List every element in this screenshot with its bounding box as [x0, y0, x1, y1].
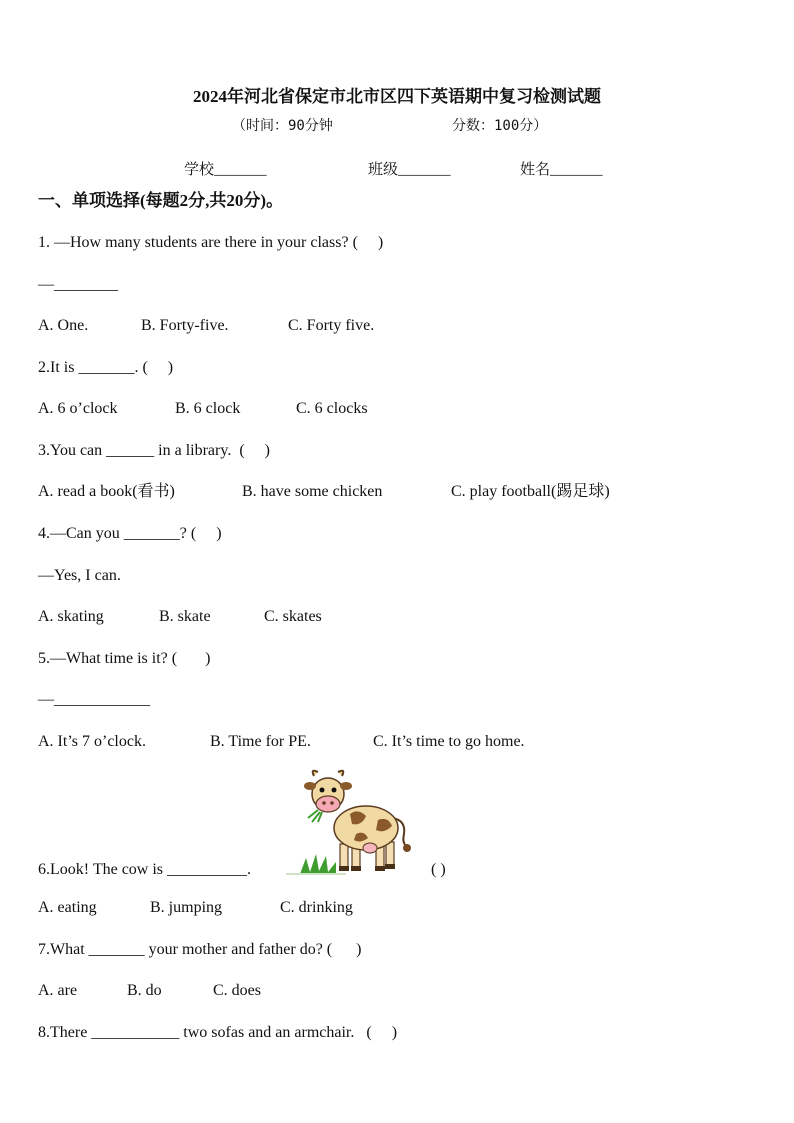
cow-image: [286, 768, 426, 880]
question-7-option-c: C. does: [213, 982, 261, 999]
exam-time: （时间：90分钟: [232, 118, 333, 134]
question-7-option-a: A. are: [38, 982, 78, 999]
question-4-option-b: B. skate: [159, 608, 211, 625]
question-2-stem: 2.It is _______. ( ): [38, 359, 174, 376]
exam-score: 分数：100分）: [452, 118, 548, 134]
question-4-answer: —Yes, I can.: [38, 567, 121, 584]
question-4-option-a: A. skating: [38, 608, 104, 625]
name-field: 姓名_______: [520, 162, 603, 178]
question-1-stem: 1. —How many students are there in your class? ( ): [38, 234, 384, 251]
question-2-option-c: C. 6 clocks: [296, 400, 368, 417]
question-6-paren: ( ): [431, 861, 446, 878]
question-3-option-c: C. play football(踢足球): [451, 483, 610, 500]
question-5-option-b: B. Time for PE.: [210, 733, 311, 750]
question-1-answer: —________: [38, 276, 118, 293]
question-7-option-b: B. do: [127, 982, 162, 999]
question-6-option-b: B. jumping: [150, 899, 223, 916]
question-6-option-a: A. eating: [38, 899, 97, 916]
question-5-option-a: A. It’s 7 o’clock.: [38, 733, 146, 750]
question-2-option-a: A. 6 o’clock: [38, 400, 118, 417]
question-8-stem: 8.There ___________ two sofas and an armchair. ( ): [38, 1024, 398, 1041]
class-field: 班级_______: [368, 162, 451, 178]
question-1-option-a: A. One.: [38, 317, 89, 334]
question-2-option-b: B. 6 clock: [175, 400, 241, 417]
section-heading: 一、单项选择(每题2分,共20分)。: [38, 191, 284, 210]
question-3-option-a: A. read a book(看书): [38, 483, 175, 500]
question-5-option-c: C. It’s time to go home.: [373, 733, 525, 750]
question-6-option-c: C. drinking: [280, 899, 353, 916]
question-5-stem: 5.—What time is it? ( ): [38, 650, 211, 667]
question-4-stem: 4.—Can you _______? ( ): [38, 525, 222, 542]
question-6-stem: 6.Look! The cow is __________.: [38, 861, 252, 878]
question-4-option-c: C. skates: [264, 608, 322, 625]
question-3-stem: 3.You can ______ in a library. ( ): [38, 442, 270, 459]
question-3-option-b: B. have some chicken: [242, 483, 383, 500]
question-1-option-b: B. Forty-five.: [141, 317, 229, 334]
school-field: 学校_______: [184, 162, 267, 178]
question-7-stem: 7.What _______ your mother and father do? ( ): [38, 941, 362, 958]
question-5-answer: —____________: [38, 691, 150, 708]
question-1-option-c: C. Forty five.: [288, 317, 375, 334]
exam-title: 2024年河北省保定市北市区四下英语期中复习检测试题: [193, 87, 601, 106]
